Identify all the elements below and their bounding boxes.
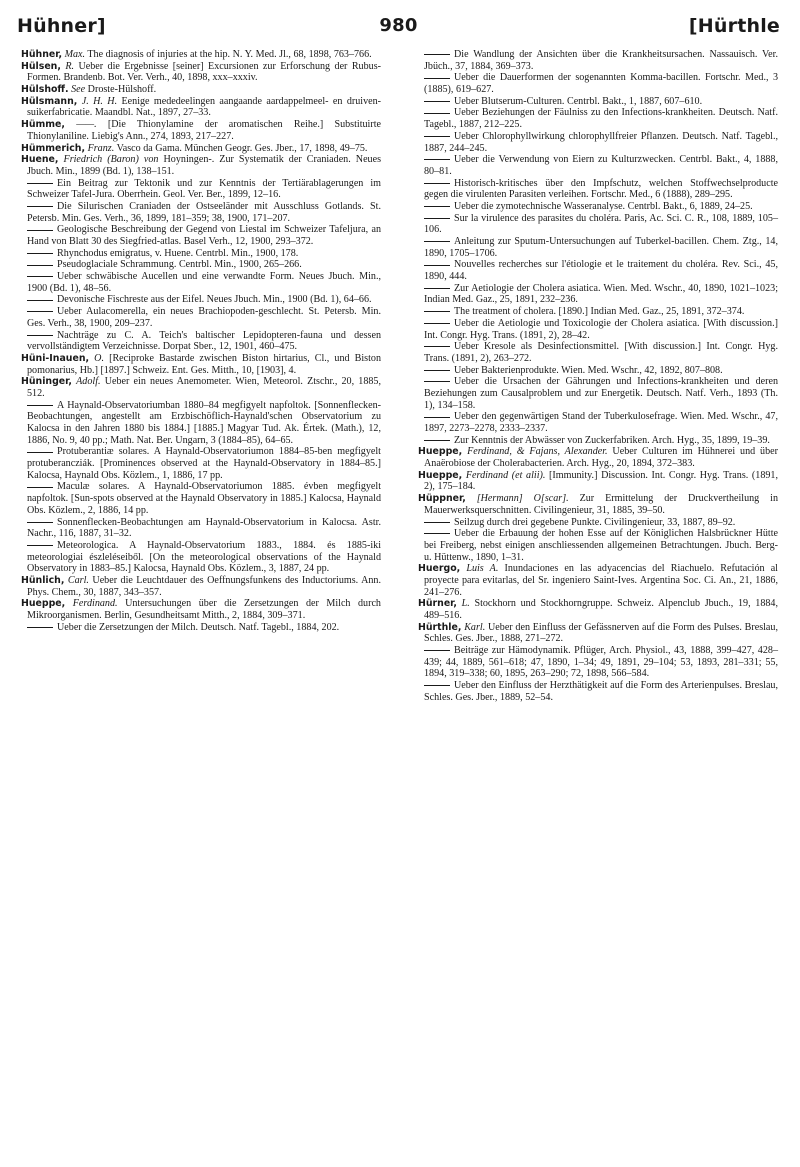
entry-author-forename: Karl. <box>464 621 486 633</box>
repeat-author-dash <box>27 206 53 207</box>
entry-author-forename: Ferdinand (et alii). <box>465 469 546 481</box>
entry-author: Hülshoff. <box>21 84 69 96</box>
entry-text: Eenige mededeelingen aangaande aardappelmeel- en druiven-suikerfabricatie. Maandbl. Nat., 1897, 27–33. <box>27 95 382 119</box>
bibliography-entry <box>418 563 778 598</box>
entry-text: Ueber die Zersetzungen der Milch. Deutsch. Natf. Tagebl., 1884, 202. <box>57 621 340 633</box>
entry-author: Hülsen, <box>21 60 61 72</box>
repeat-author-dash <box>424 113 450 114</box>
repeat-author-dash <box>424 159 450 160</box>
bibliography-entry <box>21 201 381 224</box>
repeat-author-dash <box>424 522 450 523</box>
bibliography-entry <box>418 259 778 282</box>
entry-text: Ueber die Ursachen der Gährungen und Infections-krankheiten und deren Beziehungen zum Causalproblem und zur Energetik. Deutsch. Natf. Verh., 1893 (Th. 1), 134–158. <box>424 376 778 411</box>
bibliography-entry <box>418 493 778 516</box>
entry-text: Ueber die Erbauung der hohen Esse auf der Königlichen Halsbrückner Hütte bei Freiberg, nebst einigen anschliessenden allgemeinen Betrachtungen. Jbuch. Berg- u. Hüttenw., 1890, 1–31. <box>424 528 778 563</box>
bibliography-entry <box>418 201 778 213</box>
repeat-author-dash <box>424 218 450 219</box>
bibliography-entry <box>21 61 381 84</box>
bibliography-entry <box>21 575 381 598</box>
entry-text: Beiträge zur Hämodynamik. Pflüger, Arch. Physiol., 43, 1888, 399–427, 428–439; 44, 1889, 561–618; 47, 1890, 1–34; 49, 1891, 29–104; 53, 1893, 281–331; 55, 1894, 319–338; 60, 1895, 263–290; 72, 1898, 566–584. <box>424 645 778 680</box>
entry-text: Stockhorn und Stockhorngruppe. Schweiz. Alpenclub Jbuch., 19, 1884, 489–516. <box>424 598 778 621</box>
bibliography-entry <box>418 680 778 703</box>
entry-text: Devonische Fischreste aus der Eifel. Neues Jbuch. Min., 1900 (Bd. 1), 64–66. <box>57 294 372 306</box>
entry-author: Hühner, <box>21 49 63 60</box>
entry-text: Ueber die Dauerformen der sogenannten Komma-bacillen. Fortschr. Med., 3 (1885), 619–627. <box>424 72 778 96</box>
entry-text: Zur Aetiologie der Cholera asiatica. Wien. Med. Wschr., 40, 1890, 1021–1023; Indian Med. Gaz., 25, 1891, 232–236. <box>424 282 778 306</box>
entry-text: Die Silurischen Craniaden der Ostseeländer mit Ausschluss Gotlands. St. Petersb. Min. Ges. Verh., 36, 1899, 181–359; 38, 1900, 171–207. <box>27 200 381 224</box>
entry-author-forename: Friedrich (Baron) von <box>63 154 159 166</box>
entry-text: [Die Thionylamine der aromatischen Reihe.] Substituirte Thionylaniline. Liebig's Ann., 274, 1893, 217–227. <box>27 119 381 142</box>
entry-author: Hueppe, <box>418 446 463 458</box>
repeat-author-dash <box>424 346 450 347</box>
entry-text: Ueber die Ergebnisse [seiner] Excursionen zur Erforschung der Rubus-Formen. Brandenb. Bot. Ver. Verh., 40, 1898, xxx–xxxiv. <box>27 60 381 84</box>
repeat-author-dash <box>27 335 53 336</box>
entry-text: [Immunity.] Discussion. Int. Congr. Hyg. Trans. (1891, 2), 175–184. <box>424 469 778 493</box>
bibliography-entry <box>21 224 381 247</box>
bibliography-entry <box>418 365 778 377</box>
entry-text: The treatment of cholera. [1890.] Indian Med. Gaz., 25, 1891, 372–374. <box>454 306 745 318</box>
entry-author-forename: R. <box>65 60 75 72</box>
entry-text: Die Wandlung der Ansichten über die Krankheitsursachen. Nassauisch. Ver. Jbüch., 37, 1884, 369–373. <box>424 49 778 72</box>
bibliography-entry <box>418 283 778 306</box>
entry-text: Sonnenflecken-Beobachtungen am Haynald-Observatorium in Kalocsa. Astr. Nachr., 116, 1887, 31–32. <box>27 516 381 540</box>
bibliography-entry <box>418 341 778 364</box>
repeat-author-dash <box>424 685 450 686</box>
bibliography-entry <box>21 259 381 271</box>
bibliography-entry <box>418 72 778 95</box>
entry-text: Untersuchungen über die Zersetzungen der Milch durch Mikroorganismen. Berlin, Gesundheitsamt Mitth., 2, 1884, 309–371. <box>27 598 381 621</box>
bibliography-entry <box>21 622 381 634</box>
repeat-author-dash <box>424 323 450 324</box>
entry-author-forename: ——. <box>76 119 97 131</box>
entry-author: Hüni-Inauen, <box>21 352 90 364</box>
entry-text: Ueber Beziehungen der Fäulniss zu den Infections-krankheiten. Deutsch. Natf. Tagebl., 1887, 212–225. <box>424 107 778 131</box>
bibliography-entry <box>21 481 381 516</box>
repeat-author-dash <box>27 265 53 266</box>
entry-text: Geologische Beschreibung der Gegend von Liestal im Schweizer Tafeljura, an Hand von Blatt 30 des Siegfried-atlas. Basel Verh., 12, 1900, 293–372. <box>27 224 381 247</box>
bibliography-entry <box>21 376 381 399</box>
entry-author: Hueppe, <box>418 469 463 481</box>
entry-author-forename: [Hermann] O[scar]. <box>476 493 569 505</box>
bibliography-entry <box>21 598 381 621</box>
bibliography-entry <box>21 540 381 575</box>
entry-text: Nachträge zu C. A. Teich's baltischer Lepidopteren-fauna und dessen vervollständigtem Verzeichnisse. Dorpat Sber., 12, 1901, 460–475. <box>27 329 381 353</box>
repeat-author-dash <box>27 230 53 231</box>
entry-text: Protuberantiæ solares. A Haynald-Observatoriumon 1884–85-ben megfigyelt protuberancziák. [Prominences observed at the Haynald-Observatory in 1884–85.] Kalocsa, Haynald Obs. Közlem., 1, 1886, 17 pp. <box>27 446 381 481</box>
entry-author-forename: Franz. <box>87 142 115 154</box>
repeat-author-dash <box>27 276 53 277</box>
bibliography-entry <box>21 330 381 353</box>
entry-text: The diagnosis of injuries at the hip. N. Y. Med. Jl., 68, 1898, 763–766. <box>87 49 372 60</box>
entry-text: Ueber Blutserum-Culturen. Centrbl. Bakt., 1, 1887, 607–610. <box>454 95 703 107</box>
entry-text: Ueber schwäbische Aucellen und eine verwandte Form. Neues Jbuch. Min., 1900 (Bd. 1), 48–56. <box>27 271 381 294</box>
repeat-author-dash <box>27 627 53 628</box>
entry-text: Droste-Hülshoff. <box>87 84 157 96</box>
entry-text: Ueber den gegenwärtigen Stand der Tuberkulosefrage. Wien. Med. Wschr., 47, 1897, 2273–2278, 2333–2337. <box>424 411 778 434</box>
entry-author: Hürner, <box>418 598 457 610</box>
entry-author: Huergo, <box>418 563 461 575</box>
bibliography-entry <box>418 107 778 130</box>
repeat-author-dash <box>27 487 53 488</box>
entry-text: Ueber die Leuchtdauer des Oeffnungsfunkens des Inductoriums. Ann. Phys. Chem., 30, 1887, 343–357. <box>27 574 382 598</box>
entry-text: Ueber Chlorophyllwirkung chlorophyllfreier Pflanzen. Deutsch. Natf. Tagebl., 1887, 244–245. <box>424 130 778 154</box>
entry-author: Hüninger, <box>21 376 72 388</box>
bibliography-entry <box>418 598 778 621</box>
repeat-author-dash <box>424 265 450 266</box>
bibliography-entry <box>418 131 778 154</box>
left-column <box>21 49 381 633</box>
entry-text: Ueber Culturen im Hühnerei und über Anaërobiose der Cholerabacterien. Arch. Hyg., 20, 1894, 372–383. <box>424 446 778 470</box>
entry-text: Ueber Aulacomerella, ein neues Brachiopoden-geschlecht. St. Petersb. Min. Ges. Verh., 38, 1900, 209–237. <box>27 306 381 329</box>
entry-text: Ueber den Einfluss der Herzthätigkeit auf die Form des Arterienpulses. Breslau, Schles. Ges. Jber., 1889, 52–54. <box>424 680 778 703</box>
entry-author-forename: Adolf. <box>76 376 101 388</box>
bibliography-entry <box>418 96 778 108</box>
entry-text: Ueber Kresole als Desinfectionsmittel. [With discussion.] Int. Congr. Hyg. Trans. (1891, 2), 263–272. <box>424 341 778 364</box>
entry-text: Meteorologica. A Haynald-Observatorium 1883., 1884. és 1885-iki meteorologiai észleléseiből. [On the meteorological observations of the Haynald Observatory in 1883–85.] Kalocsa, Haynald Obs. Közlem., 3, 1887, 24 pp. <box>27 539 381 575</box>
bibliography-entry <box>21 353 381 376</box>
bibliography-entry <box>418 376 778 411</box>
bibliography-entry <box>21 306 381 329</box>
repeat-author-dash <box>27 183 53 184</box>
repeat-author-dash <box>27 405 53 406</box>
entry-author: Hueppe, <box>21 598 66 610</box>
entry-author: Hüppner, <box>418 493 466 505</box>
entry-text: Rhynchodus emigratus, v. Huene. Centrbl. Min., 1900, 178. <box>57 247 299 259</box>
bibliography-entry <box>418 49 778 72</box>
bibliography-entry <box>418 470 778 493</box>
entry-text: Vasco da Gama. München Geogr. Ges. Jber., 17, 1898, 49–75. <box>116 142 368 154</box>
page-number: 980 <box>379 15 418 36</box>
entry-text: Pseudoglaciale Schrammung. Centrbl. Min., 1900, 265–266. <box>57 259 302 271</box>
entry-author-forename: L. <box>461 598 470 610</box>
entry-text: Seilzug durch drei gegebene Punkte. Civilingenieur, 33, 1887, 89–92. <box>454 516 736 528</box>
repeat-author-dash <box>27 545 53 546</box>
entry-text: Hoyningen-. Zur Systematik der Craniaden. Neues Jbuch. Min., 1899 (Bd. 1), 138–151. <box>27 154 382 177</box>
bibliography-entry <box>21 49 381 61</box>
repeat-author-dash <box>424 136 450 137</box>
bibliography-entry <box>418 528 778 563</box>
repeat-author-dash <box>424 417 450 418</box>
entry-author: Hünlich, <box>21 574 65 586</box>
bibliography-entry <box>418 622 778 645</box>
entry-author-forename: Ferdinand, & Fajans, Alexander. <box>467 446 608 458</box>
bibliography-entry <box>21 96 381 119</box>
entry-text: Ein Beitrag zur Tektonik und zur Kenntnis der Tertiärablagerungen im Schweizer Tafel-Jura. Oberrhein. Geol. Ver. Ber., 1899, 12–16. <box>27 177 381 201</box>
entry-author: Huene, <box>21 154 59 166</box>
bibliography-entry <box>418 154 778 177</box>
entry-author-forename: Luis A. <box>466 563 499 575</box>
entry-text: Zur Ermittelung der Druckvertheilung in Mauerwerksquerschnitten. Civilingenieur, 31, 1885, 39–50. <box>424 493 778 516</box>
bibliography-entry <box>418 446 778 469</box>
bibliography-entry <box>21 294 381 306</box>
repeat-author-dash <box>424 370 450 371</box>
bibliography-entry <box>418 435 778 447</box>
entry-text: Maculæ solares. A Haynald-Observatoriumon 1885. évben megfigyelt napfoltok. [Sun-spots observed at the Haynald Observatory in 1885.] Kalocsa, Haynald Obs. Közlem., 2, 1886, 14 pp. <box>27 481 381 516</box>
bibliography-entry <box>21 178 381 201</box>
entry-author: Hürthle, <box>418 621 462 633</box>
repeat-author-dash <box>27 253 53 254</box>
bibliography-entry <box>21 248 381 260</box>
entry-text: Ueber die zymotechnische Wasseranalyse. Centrbl. Bakt., 6, 1889, 24–25. <box>454 200 753 212</box>
bibliography-entry <box>418 411 778 434</box>
entry-author-forename: Ferdinand. <box>72 598 118 610</box>
page-header <box>17 14 780 44</box>
entry-author-forename: Max. <box>64 49 86 60</box>
bibliography-entry <box>418 645 778 680</box>
running-head-right: [Hürthle <box>688 15 780 37</box>
bibliography-entry <box>21 517 381 540</box>
repeat-author-dash <box>424 101 450 102</box>
repeat-author-dash <box>424 241 450 242</box>
entry-author-forename: See <box>71 84 86 96</box>
entry-text: Anleitung zur Sputum-Untersuchungen auf Tuberkel-bacillen. Chem. Ztg., 14, 1890, 1705–1706. <box>424 236 778 259</box>
entry-text: Sur la virulence des parasites du choléra. Paris, Ac. Sci. C. R., 108, 1889, 105–106. <box>424 212 778 236</box>
entry-author-forename: Carl. <box>67 574 89 586</box>
repeat-author-dash <box>424 311 450 312</box>
repeat-author-dash <box>424 183 450 184</box>
repeat-author-dash <box>424 650 450 651</box>
bibliography-entry <box>21 400 381 447</box>
repeat-author-dash <box>27 522 53 523</box>
bibliography-entry <box>418 318 778 341</box>
bibliography-entry <box>418 236 778 259</box>
entry-text: Inundaciones en las adyacencias del Riachuelo. Refutación al proyecte para evitarlas, del Sr. ingeniero Saint-Ives. Argentina Soc. Ci. An., 21, 1886, 241–276. <box>424 563 778 598</box>
entry-text: Historisch-kritisches über den Impfschutz, welchen Stoffwechselproducte gegen die virulenten Parasiten verleihen. Fortschr. Med., 6 (1888), 289–295. <box>424 177 778 201</box>
bibliography-entry <box>21 446 381 481</box>
entry-text: Ueber Bakterienprodukte. Wien. Med. Wschr., 42, 1892, 807–808. <box>454 364 723 376</box>
repeat-author-dash <box>27 300 53 301</box>
running-head-left: Hühner] <box>17 15 106 37</box>
repeat-author-dash <box>424 288 450 289</box>
bibliography-entry <box>21 154 381 177</box>
entry-text: Zur Kenntnis der Abwässer von Zuckerfabriken. Arch. Hyg., 35, 1899, 19–39. <box>454 434 770 446</box>
entry-author: Hülsmann, <box>21 95 78 107</box>
repeat-author-dash <box>27 452 53 453</box>
bibliography-entry <box>418 178 778 201</box>
bibliography-entry <box>418 306 778 318</box>
bibliography-entry <box>418 517 778 529</box>
entry-text: Ueber ein neues Anemometer. Wien, Meteorol. Ztschr., 20, 1885, 512. <box>27 376 381 399</box>
entry-text: Ueber die Aetiologie und Toxicologie der Cholera asiatica. [With discussion.] Int. Congr. Hyg. Trans. (1891, 2), 28–42. <box>424 317 778 341</box>
entry-text: [Reciproke Bastarde zwischen Biston hirtarius, Cl., und Biston pomonarius, Hb.] [1897.] Schweiz. Ent. Ges. Mitth., 10, [1903], 4. <box>27 352 381 376</box>
bibliography-entry <box>21 271 381 294</box>
bibliography-entry <box>21 119 381 142</box>
entry-author-forename: J. H. H. <box>81 95 118 107</box>
bibliography-entry <box>418 213 778 236</box>
entry-author: Hümmerich, <box>21 142 86 154</box>
bibliography-entry <box>21 143 381 155</box>
repeat-author-dash <box>424 381 450 382</box>
entry-text: Nouvelles recherches sur l'étiologie et le traitement du choléra. Rev. Sci., 45, 1890, 444. <box>424 259 778 283</box>
entry-author: Hümme, <box>21 119 65 131</box>
repeat-author-dash <box>27 311 53 312</box>
entry-text: Ueber den Einfluss der Gefässnerven auf die Form des Pulses. Breslau, Schles. Ges. Jber., 1888, 271–272. <box>424 621 778 645</box>
repeat-author-dash <box>424 533 450 534</box>
entry-text: A Haynald-Observatoriumban 1880–84 megfigyelt napfoltok. [Sonnenflecken-Beobachtungen, angestellt am Erzbischöflich-Haynald'schen Observatorium zu Kalocsa in den Jahren 1880 bis 1884.] [1885.] Magyar Tud. Ak. Értek. (Math.), 12, 1886, No. 9, 40 pp.; Math. Nat. Ber. Ungarn, 3 (1884–85), 64–65. <box>27 399 381 446</box>
entry-author-forename: O. <box>94 352 104 364</box>
repeat-author-dash <box>424 54 450 55</box>
entry-text: Ueber die Verwendung von Eiern zu Kulturzwecken. Centrbl. Bakt., 4, 1888, 80–81. <box>424 154 778 177</box>
repeat-author-dash <box>424 206 450 207</box>
repeat-author-dash <box>424 78 450 79</box>
bibliography-entry <box>21 84 381 96</box>
repeat-author-dash <box>424 440 450 441</box>
right-column <box>418 49 778 704</box>
